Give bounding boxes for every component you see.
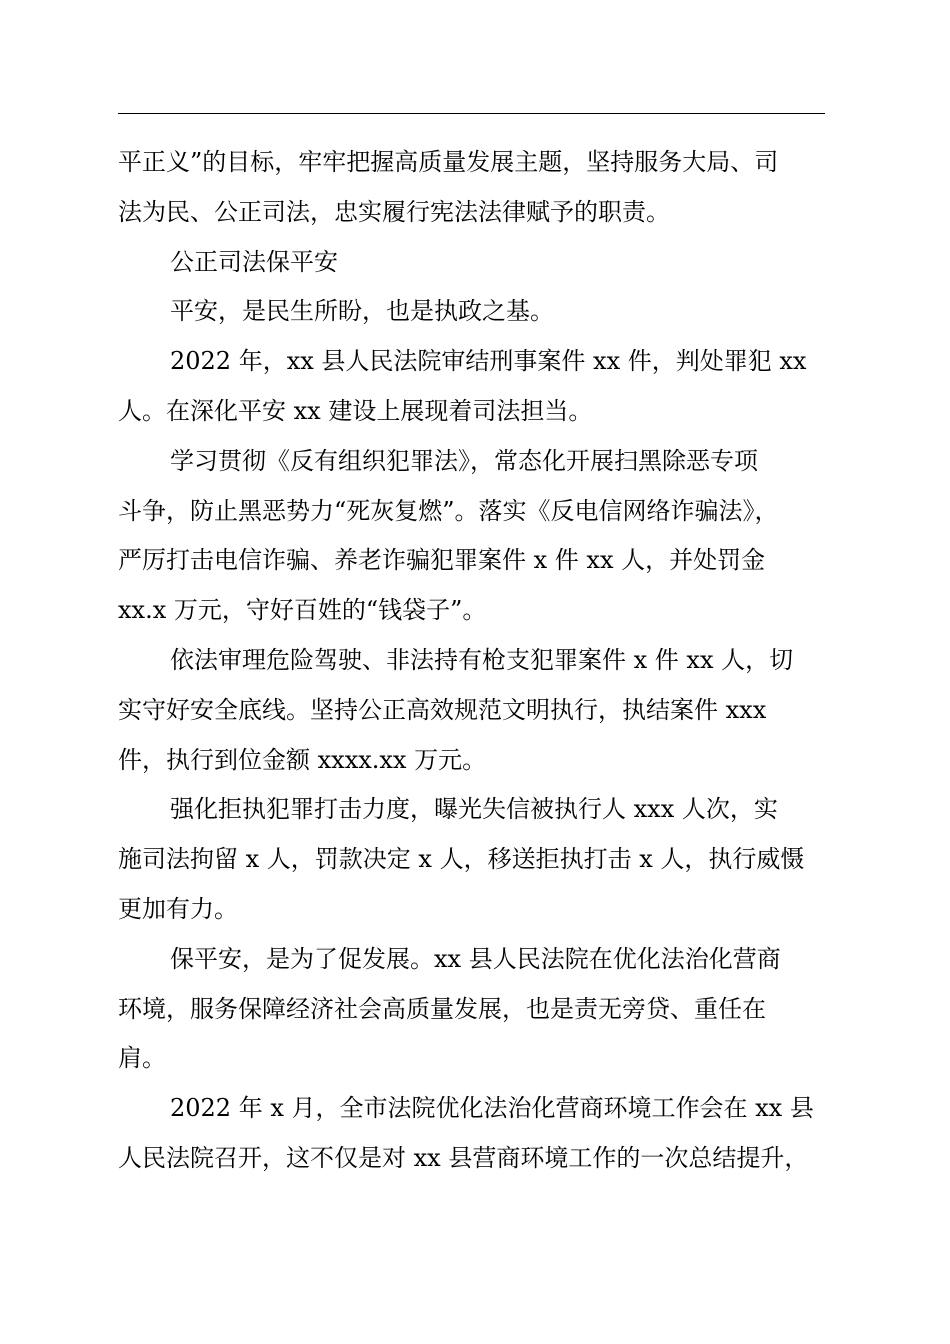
text-line — [118, 885, 826, 935]
line-text: 2022 年 x 月，全市法院优化法治化营商环境工作会在 xx 县 — [170, 1094, 814, 1123]
line-text: 保平安，是为了促发展。xx 县人民法院在优化法治化营商 — [170, 944, 781, 973]
text-line — [118, 785, 826, 835]
text-line — [118, 835, 826, 885]
line-text: 实守好安全底线。坚持公正高效规范文明执行，执结案件 xxx — [118, 695, 767, 724]
line-text: 2022 年，xx 县人民法院审结刑事案件 xx 件，判处罪犯 xx — [170, 347, 807, 376]
line-text: 强化拒执犯罪打击力度，曝光失信被执行人 xxx 人次，实 — [170, 795, 778, 824]
text-line — [118, 387, 826, 437]
header-rule — [118, 113, 825, 114]
section-heading — [118, 238, 826, 288]
heading-text: 公正司法保平安 — [170, 247, 338, 276]
text-line — [118, 686, 826, 736]
line-text: 肩。 — [118, 1044, 166, 1073]
text-line — [118, 188, 826, 238]
text-line — [118, 736, 826, 786]
line-text: xx.x 万元，守好百姓的“钱袋子”。 — [118, 596, 487, 625]
line-text: 依法审理危险驾驶、非法持有枪支犯罪案件 x 件 xx 人，切 — [170, 645, 794, 674]
text-line — [118, 536, 826, 586]
line-text: 平正义”的目标，牢牢把握高质量发展主题，坚持服务大局、司 — [118, 148, 779, 176]
line-text: 环境，服务保障经济社会高质量发展，也是责无旁贷、重任在 — [118, 994, 766, 1023]
text-line — [118, 636, 826, 686]
line-text: 斗争，防止黑恶势力“死灰复燃”。落实《反电信网络诈骗法》， — [118, 496, 779, 525]
text-line — [118, 487, 826, 537]
line-text: 平安，是民生所盼，也是执政之基。 — [170, 297, 554, 326]
line-text: 更加有力。 — [118, 894, 238, 923]
text-line — [118, 586, 826, 636]
text-line — [118, 1134, 826, 1184]
text-line — [118, 985, 826, 1035]
text-line — [118, 337, 826, 387]
document-body — [118, 138, 826, 1184]
line-text: 法为民、公正司法，忠实履行宪法法律赋予的职责。 — [118, 197, 670, 226]
line-text: 严厉打击电信诈骗、养老诈骗犯罪案件 x 件 xx 人，并处罚金 — [118, 546, 766, 575]
text-line — [118, 935, 826, 985]
text-line — [118, 287, 826, 337]
text-line — [118, 437, 826, 487]
line-text: 施司法拘留 x 人，罚款决定 x 人，移送拒执打击 x 人，执行威慑 — [118, 845, 805, 874]
line-text: 人民法院召开，这不仅是对 xx 县营商环境工作的一次总结提升， — [118, 1143, 809, 1172]
line-text: 学习贯彻《反有组织犯罪法》，常态化开展扫黑除恶专项 — [170, 446, 758, 475]
text-line — [118, 138, 826, 188]
text-line — [118, 1034, 826, 1084]
line-text: 人。在深化平安 xx 建设上展现着司法担当。 — [118, 396, 593, 425]
text-line — [118, 1084, 826, 1134]
line-text: 件，执行到位金额 xxxx.xx 万元。 — [118, 745, 487, 774]
